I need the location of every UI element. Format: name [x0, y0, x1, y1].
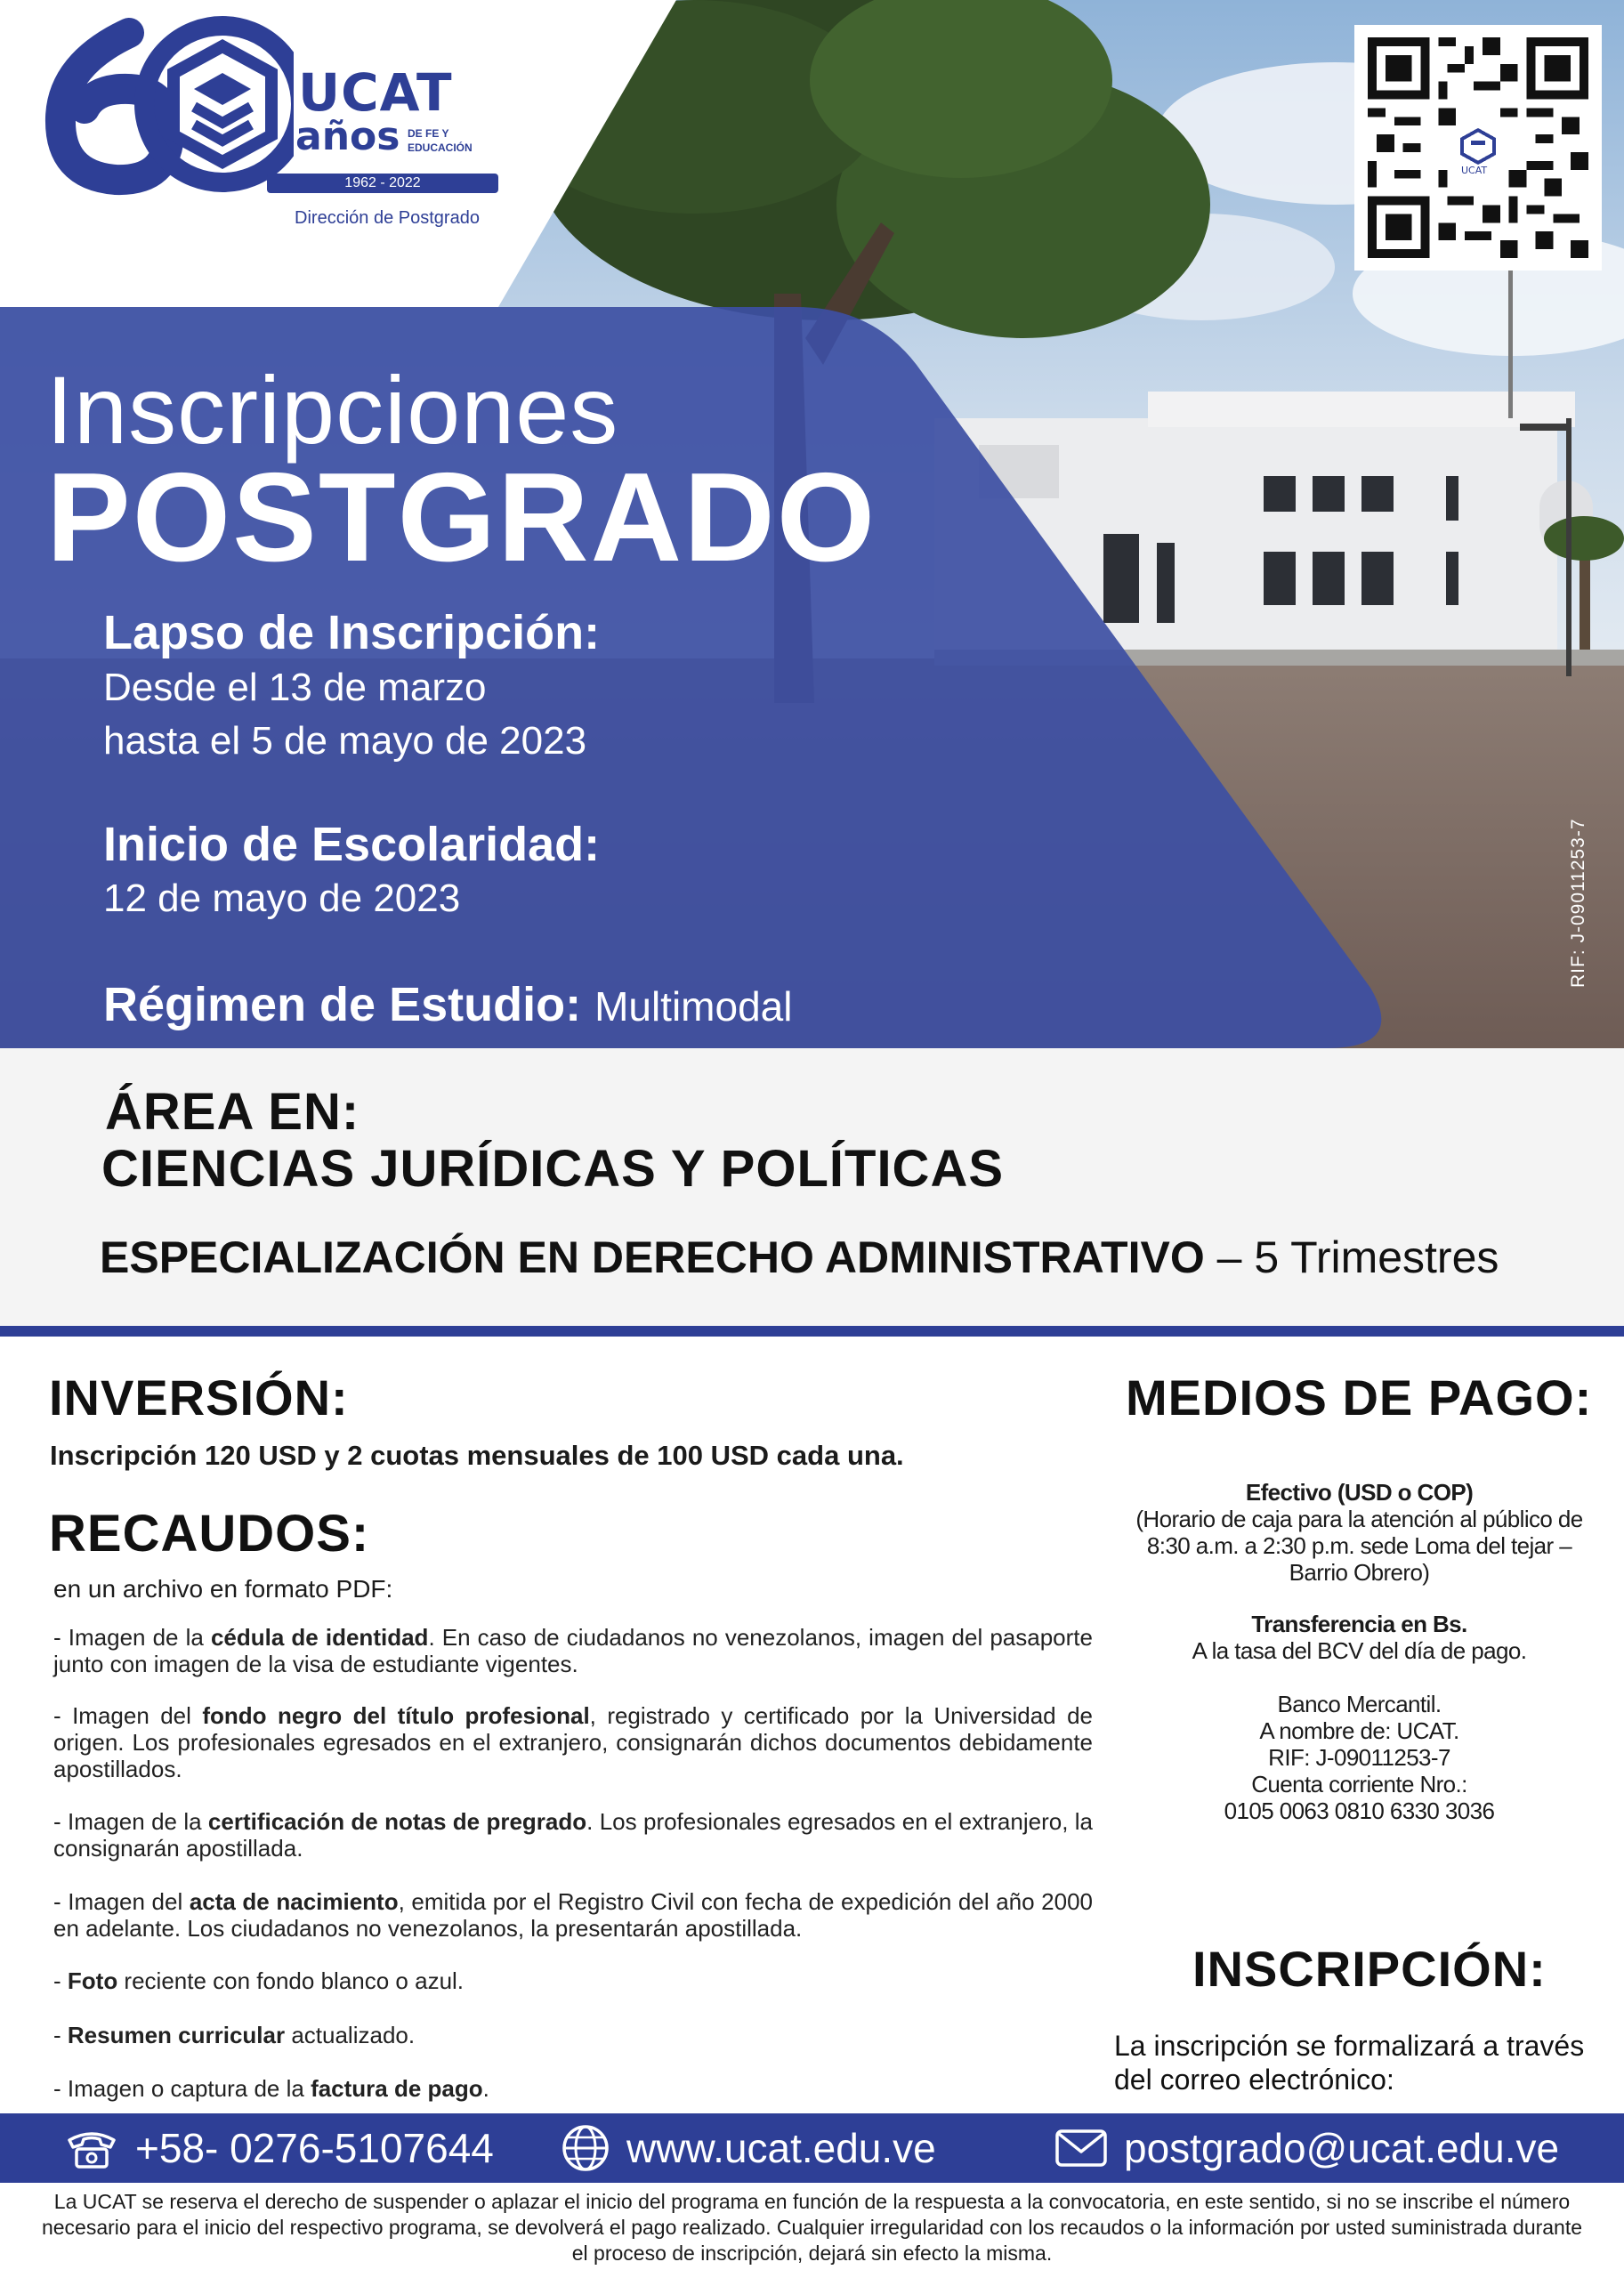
disclaimer-text: La UCAT se reserva el derecho de suspender o aplazar el inicio del programa en función de la respuesta a la convocatoria, en este sentido, si no se inscribe el número necesario para el inicio del respectivo programa, se devolverá el pago realizado. Cualquier irregularidad con los recaudos o la información por usted suministrada durante el proceso de inscripción, dejará sin efecto la misma.: [41, 2190, 1583, 2265]
req-bold: Foto: [67, 1967, 118, 1994]
account-label: Cuenta corriente Nro.:: [1251, 1771, 1467, 1797]
ucat-logo: [44, 11, 507, 229]
payment-cash: [1126, 1479, 1593, 1586]
section-divider: [0, 1326, 1624, 1337]
area-name: CIENCIAS JURÍDICAS Y POLÍTICAS: [101, 1140, 1005, 1198]
qr-code-icon: [1367, 37, 1589, 258]
inscripcion-text: La inscripción se formalizará a través del correo electrónico:: [1114, 2030, 1585, 2096]
req-prefix: -: [53, 2022, 68, 2048]
qr-label: UCAT: [1461, 165, 1488, 176]
bank-name: Banco Mercantil.: [1277, 1691, 1442, 1717]
req-bold: acta de nacimiento: [189, 1888, 399, 1915]
logo-direccion: Dirección de Postgrado: [295, 208, 480, 228]
title-inscripciones: Inscripciones: [46, 356, 619, 464]
lapso-heading: Lapso de Inscripción:: [103, 606, 601, 659]
recaudos-heading: RECAUDOS:: [49, 1505, 370, 1563]
req-prefix: - Imagen del: [53, 1702, 203, 1729]
hero-section: [0, 0, 1624, 1048]
req-suffix: , registrado y certificado por la Universidad de origen. Los profesionales egresados en el extranjero, consignarán dichos documentos debidamente apostillados.: [53, 1702, 1093, 1782]
contact-phone[interactable]: [64, 2113, 494, 2183]
inicio-value: 12 de mayo de 2023: [103, 876, 461, 920]
transfer-text: A la tasa del BCV del día de pago.: [1192, 1637, 1527, 1664]
inversion-heading: INVERSIÓN:: [49, 1369, 349, 1426]
inscripcion-heading: INSCRIPCIÓN:: [1192, 1941, 1547, 1997]
program-duration: – 5 Trimestres: [1216, 1232, 1499, 1282]
req-prefix: - Imagen o captura de la: [53, 2075, 311, 2102]
qr-code[interactable]: [1354, 25, 1602, 271]
recaudos-intro: en un archivo en formato PDF:: [53, 1575, 393, 1603]
payment-transfer: [1126, 1611, 1593, 1664]
program-line: [100, 1232, 1499, 1283]
inicio-heading: Inicio de Escolaridad:: [103, 818, 601, 871]
logo-brand: UCAT: [298, 62, 453, 123]
requirement-item: [53, 1702, 1093, 1782]
bank-rif: RIF: J-09011253-7: [1268, 1744, 1450, 1771]
req-suffix: actualizado.: [285, 2022, 416, 2048]
regimen-value: Multimodal: [594, 983, 793, 1030]
mail-icon: [1054, 2129, 1108, 2168]
cash-text: (Horario de caja para la atención al público de 8:30 a.m. a 2:30 p.m. sede Loma del tejar – Barrio Obrero): [1135, 1506, 1583, 1586]
req-bold: cédula de identidad: [210, 1624, 429, 1651]
program-name: ESPECIALIZACIÓN EN DERECHO ADMINISTRATIVO: [100, 1232, 1205, 1282]
inversion-text: Inscripción 120 USD y 2 cuotas mensuales de 100 USD cada una.: [50, 1440, 904, 1471]
requirement-item: [53, 1624, 1093, 1677]
requirement-item: [53, 1808, 1093, 1862]
medios-heading: MEDIOS DE PAGO:: [1126, 1369, 1593, 1426]
account-number: 0105 0063 0810 6330 3036: [1224, 1797, 1495, 1824]
req-suffix: . Los profesionales egresados en el extranjero, la consignarán apostillada.: [53, 1808, 1093, 1862]
phone-number: +58- 0276-5107644: [135, 2125, 494, 2171]
rif-vertical: RIF: J-09011253-7: [1568, 818, 1588, 988]
title-postgrado: POSTGRADO: [46, 447, 877, 588]
contact-bar: [0, 2113, 1624, 2183]
req-prefix: - Imagen del: [53, 1888, 190, 1915]
logo-anos: años: [295, 114, 400, 159]
req-bold: Resumen curricular: [67, 2022, 286, 2048]
logo-years: 1962 - 2022: [267, 174, 498, 193]
website-url: www.ucat.edu.ve: [626, 2125, 936, 2171]
lapso-line-1: Desde el 13 de marzo: [103, 666, 487, 709]
req-suffix: .: [482, 2075, 489, 2102]
req-bold: factura de pago: [311, 2075, 483, 2102]
req-bold: fondo negro del título profesional: [202, 1702, 590, 1729]
requirement-item: [53, 1888, 1093, 1942]
req-prefix: - Imagen de la: [53, 1624, 211, 1651]
req-suffix: . En caso de ciudadanos no venezolanos, imagen del pasaporte junto con imagen de la visa de estudiante vigentes.: [53, 1624, 1093, 1677]
req-prefix: -: [53, 1967, 68, 1994]
email-address: postgrado@ucat.edu.ve: [1124, 2125, 1560, 2171]
transfer-title: Transferencia en Bs.: [1251, 1611, 1467, 1637]
regimen-line: [103, 977, 792, 1032]
requirement-item: [53, 2022, 1093, 2048]
globe-icon: [561, 2123, 610, 2173]
requirement-item: [53, 1967, 1093, 1994]
phone-icon: [64, 2126, 119, 2170]
lapso-line-2: hasta el 5 de mayo de 2023: [103, 719, 587, 763]
req-bold: certificación de notas de pregrado: [207, 1808, 587, 1835]
bank-details: [1126, 1691, 1593, 1824]
cash-title: Efectivo (USD o COP): [1245, 1479, 1474, 1506]
sixty-years-icon: [44, 11, 294, 198]
req-suffix: reciente con fondo blanco o azul.: [117, 1967, 465, 1994]
requirement-item: [53, 2075, 1093, 2102]
account-holder: A nombre de: UCAT.: [1259, 1717, 1459, 1744]
req-prefix: - Imagen de la: [53, 1808, 208, 1835]
contact-email[interactable]: [1054, 2113, 1559, 2183]
regimen-label: Régimen de Estudio:: [103, 978, 582, 1031]
req-suffix: , emitida por el Registro Civil con fecha de expedición del año 2000 en adelante. Los ciudadanos no venezolanos, la presentarán apostillada.: [53, 1888, 1093, 1942]
logo-tagline: DE FE Y EDUCACIÓN: [408, 127, 473, 154]
contact-web[interactable]: [561, 2113, 936, 2183]
area-heading: ÁREA EN:: [105, 1083, 360, 1141]
